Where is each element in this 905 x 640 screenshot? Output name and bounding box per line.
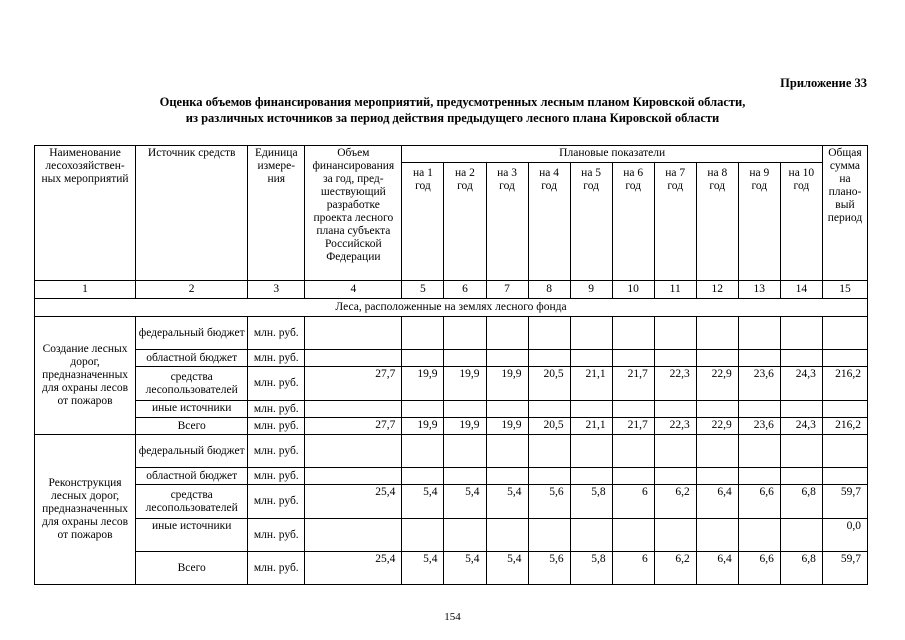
year-value-cell: 24,3 [780,367,822,401]
year-value-cell: 21,1 [570,367,612,401]
unit-cell: млн. руб. [248,519,305,552]
header-event: Наименование лесохозяйствен-ных мероприятий [35,146,136,281]
year-value-cell: 21,7 [612,367,654,401]
year-value-cell [738,519,780,552]
total-cell: 59,7 [822,552,867,585]
year-value-cell [444,317,486,350]
year-value-cell [654,401,696,418]
page-number: 154 [444,611,461,623]
year-value-cell [696,468,738,485]
year-value-cell: 20,5 [528,418,570,435]
source-cell: средства лесопользователей [136,485,248,519]
total-cell [822,350,867,367]
column-number-9: 9 [570,281,612,299]
year-value-cell [570,350,612,367]
header-planned: Плановые показатели [402,146,823,163]
header-year-7: на 7 год [654,163,696,281]
year-value-cell [780,401,822,418]
year-value-cell: 5,8 [570,485,612,519]
header-source: Источник средств [136,146,248,281]
year-value-cell: 5,6 [528,552,570,585]
year-value-cell [612,519,654,552]
volume-cell [305,435,402,468]
year-value-cell [486,519,528,552]
header-year-5: на 5 год [570,163,612,281]
year-value-cell: 5,8 [570,552,612,585]
unit-cell: млн. руб. [248,485,305,519]
year-value-cell: 23,6 [738,418,780,435]
year-value-cell [738,350,780,367]
year-value-cell: 19,9 [486,367,528,401]
year-value-cell [696,435,738,468]
header-year-2: на 2 год [444,163,486,281]
year-value-cell: 5,4 [444,552,486,585]
financing-table [34,145,868,585]
event-name-cell: Реконструкция лесных дорог, предназначенных для охраны лесов от пожаров [35,435,136,585]
section-title: Леса, расположенные на землях лесного фонда [35,299,868,317]
year-value-cell: 22,3 [654,367,696,401]
column-number-1: 1 [35,281,136,299]
year-value-cell: 5,6 [528,485,570,519]
unit-cell: млн. руб. [248,435,305,468]
total-cell [822,401,867,418]
year-value-cell: 22,9 [696,367,738,401]
title-line-2: из различных источников за период действия предыдущего лесного плана Кировской области [185,111,720,125]
year-value-cell [612,468,654,485]
year-value-cell [654,435,696,468]
table-row [35,468,868,485]
year-value-cell [402,350,444,367]
year-value-cell [738,435,780,468]
column-number-10: 10 [612,281,654,299]
year-value-cell: 5,4 [486,485,528,519]
total-cell: 216,2 [822,418,867,435]
column-number-7: 7 [486,281,528,299]
year-value-cell: 6,6 [738,485,780,519]
year-value-cell [570,519,612,552]
column-number-14: 14 [780,281,822,299]
table-row [35,401,868,418]
header-year-9: на 9 год [738,163,780,281]
year-value-cell: 20,5 [528,367,570,401]
volume-cell: 25,4 [305,552,402,585]
table-row [35,418,868,435]
source-cell: иные источники [136,519,248,552]
header-unit: Единица измере-ния [248,146,305,281]
year-value-cell [486,350,528,367]
year-value-cell [780,468,822,485]
header-year-8: на 8 год [696,163,738,281]
year-value-cell [402,317,444,350]
table-row [35,552,868,585]
total-cell [822,435,867,468]
column-number-6: 6 [444,281,486,299]
header-year-3: на 3 год [486,163,528,281]
source-cell: иные источники [136,401,248,418]
year-value-cell [780,350,822,367]
year-value-cell [570,401,612,418]
year-value-cell: 19,9 [444,418,486,435]
year-value-cell [612,435,654,468]
year-value-cell: 6,2 [654,485,696,519]
year-value-cell [570,468,612,485]
year-value-cell [444,435,486,468]
year-value-cell [444,401,486,418]
total-cell [822,317,867,350]
year-value-cell [780,317,822,350]
column-number-8: 8 [528,281,570,299]
year-value-cell [738,401,780,418]
year-value-cell: 6,6 [738,552,780,585]
table-row [35,367,868,401]
year-value-cell: 6,8 [780,552,822,585]
table-row [35,317,868,350]
year-value-cell [402,401,444,418]
year-value-cell [738,317,780,350]
volume-cell [305,519,402,552]
year-value-cell [528,401,570,418]
year-value-cell [528,519,570,552]
table-row [35,435,868,468]
year-value-cell [528,435,570,468]
source-cell: областной бюджет [136,468,248,485]
year-value-cell: 19,9 [402,418,444,435]
header-year-10: на 10 год [780,163,822,281]
year-value-cell: 6 [612,485,654,519]
volume-cell: 27,7 [305,418,402,435]
header-year-6: на 6 год [612,163,654,281]
table-row [35,519,868,552]
year-value-cell: 19,9 [444,367,486,401]
event-name-cell: Создание лесных дорог, предназначенных для охраны лесов от пожаров [35,317,136,435]
year-value-cell [444,519,486,552]
year-value-cell [612,401,654,418]
column-number-12: 12 [696,281,738,299]
year-value-cell [570,435,612,468]
year-value-cell [654,317,696,350]
year-value-cell: 21,1 [570,418,612,435]
year-value-cell [402,468,444,485]
year-value-cell: 19,9 [402,367,444,401]
year-value-cell [444,350,486,367]
unit-cell: млн. руб. [248,552,305,585]
column-number-2: 2 [136,281,248,299]
year-value-cell [402,435,444,468]
year-value-cell: 5,4 [486,552,528,585]
year-value-cell [654,519,696,552]
source-cell: Всего [136,552,248,585]
header-total: Общая сумма на плано-вый период [822,146,867,281]
column-number-5: 5 [402,281,444,299]
title-line-1: Оценка объемов финансирования мероприятий, предусмотренных лесным планом Кировской области, [159,95,746,109]
year-value-cell [696,519,738,552]
total-cell: 0,0 [822,519,867,552]
unit-cell: млн. руб. [248,468,305,485]
year-value-cell: 6,8 [780,485,822,519]
year-value-cell [528,317,570,350]
unit-cell: млн. руб. [248,350,305,367]
column-number-13: 13 [738,281,780,299]
year-value-cell [486,317,528,350]
appendix-label: Приложение 33 [780,76,867,90]
year-value-cell: 22,3 [654,418,696,435]
year-value-cell: 23,6 [738,367,780,401]
table-row [35,350,868,367]
year-value-cell: 22,9 [696,418,738,435]
year-value-cell: 5,4 [402,552,444,585]
document-title [0,94,905,126]
year-value-cell: 6 [612,552,654,585]
year-value-cell: 19,9 [486,418,528,435]
year-value-cell: 6,2 [654,552,696,585]
year-value-cell [444,468,486,485]
volume-cell [305,468,402,485]
source-cell: федеральный бюджет [136,435,248,468]
year-value-cell [402,519,444,552]
year-value-cell: 21,7 [612,418,654,435]
column-number-11: 11 [654,281,696,299]
unit-cell: млн. руб. [248,317,305,350]
volume-cell: 27,7 [305,367,402,401]
volume-cell: 25,4 [305,485,402,519]
total-cell: 59,7 [822,485,867,519]
header-volume: Объем финансирования за год, пред-шествующий разработке проекта лесного плана субъекта Российской Федерации [305,146,402,281]
source-cell: областной бюджет [136,350,248,367]
year-value-cell [780,519,822,552]
year-value-cell [528,468,570,485]
table-row [35,485,868,519]
unit-cell: млн. руб. [248,401,305,418]
total-cell: 216,2 [822,367,867,401]
year-value-cell [486,401,528,418]
source-cell: средства лесопользователей [136,367,248,401]
year-value-cell [486,435,528,468]
year-value-cell [528,350,570,367]
source-cell: Всего [136,418,248,435]
year-value-cell: 5,4 [402,485,444,519]
year-value-cell [654,350,696,367]
volume-cell [305,350,402,367]
year-value-cell [696,350,738,367]
year-value-cell: 24,3 [780,418,822,435]
volume-cell [305,401,402,418]
column-number-3: 3 [248,281,305,299]
volume-cell [305,317,402,350]
year-value-cell [612,350,654,367]
column-number-4: 4 [305,281,402,299]
year-value-cell [486,468,528,485]
year-value-cell [780,435,822,468]
column-number-15: 15 [822,281,867,299]
year-value-cell [570,317,612,350]
year-value-cell [612,317,654,350]
header-year-4: на 4 год [528,163,570,281]
year-value-cell [696,317,738,350]
year-value-cell: 6,4 [696,552,738,585]
header-year-1: на 1 год [402,163,444,281]
year-value-cell: 6,4 [696,485,738,519]
source-cell: федеральный бюджет [136,317,248,350]
total-cell [822,468,867,485]
year-value-cell: 5,4 [444,485,486,519]
year-value-cell [738,468,780,485]
year-value-cell [654,468,696,485]
unit-cell: млн. руб. [248,367,305,401]
year-value-cell [696,401,738,418]
unit-cell: млн. руб. [248,418,305,435]
